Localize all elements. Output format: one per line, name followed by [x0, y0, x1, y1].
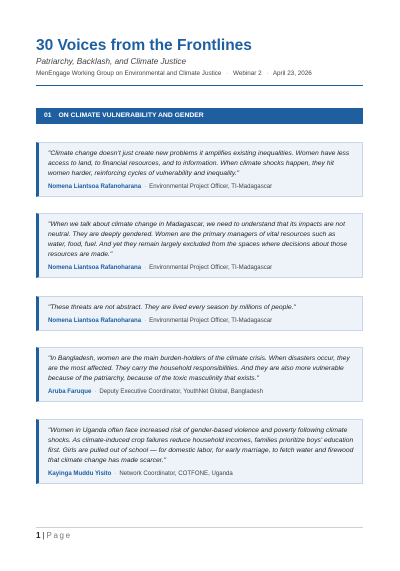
quote-role: Deputy Executive Coordinator, YouthNet Global, Bangladesh — [99, 387, 263, 395]
quote-speaker: Nomena Liantsoa Rafanoharana — [48, 263, 142, 271]
quote-role: Network Coordinator, COTFONE, Uganda — [119, 469, 233, 477]
header-divider — [36, 85, 363, 86]
page-label: Page — [46, 531, 72, 540]
attribution-separator: · — [144, 263, 147, 271]
section-heading — [36, 108, 363, 124]
quote-speaker: Nomena Liantsoa Rafanoharana — [48, 316, 142, 324]
meta-date: April 23, 2026 — [272, 70, 312, 77]
quote-card — [36, 296, 363, 331]
quote-card — [36, 347, 363, 402]
quote-role: Environmental Project Officer, TI-Madagascar — [149, 263, 273, 271]
quote-text: "These threats are not abstract. They are lived every season by millions of people." — [48, 304, 296, 311]
quote-attribution — [48, 183, 354, 190]
quote-card — [36, 213, 363, 278]
page-number: 1 — [36, 531, 41, 540]
section-title: ON CLIMATE VULNERABILITY AND GENDER — [58, 112, 204, 119]
document-title: 30 Voices from the Frontlines — [36, 37, 252, 54]
quote-text: "Women in Uganda often face increased risk of gender-based violence and poverty following climate shocks. As climate-induced crop failures reduce household incomes, families prioritize boys' education first. Girls are pulled out of school — for domestic labor, for early marriage, to fetch water and firewood that climate change has made scarcer." — [48, 427, 354, 464]
meta-event: Webinar 2 — [233, 70, 262, 77]
meta-separator: · — [226, 70, 229, 77]
meta-separator: · — [266, 70, 269, 77]
quote-card — [36, 419, 363, 484]
quote-text: "Climate change doesn't just create new problems it amplifies existing inequalities. Women have less access to land, to financial resources, and to information. When climate shocks happen, they hit women harder, reinforcing cycles of vulnerability and inequality." — [48, 150, 350, 177]
quote-text: "In Bangladesh, women are the main burden-holders of the climate crisis. When disasters occur, they are the most affected. They carry the household responsibilities. And they are also more vulnerable because of the patriarchy, because of the toxic masculinity that exists." — [48, 355, 350, 382]
quote-role: Environmental Project Officer, TI-Madagascar — [149, 182, 273, 190]
quote-card — [36, 142, 363, 197]
quote-role: Environmental Project Officer, TI-Madagascar — [149, 316, 273, 324]
section-number: 01 — [44, 112, 52, 119]
quote-attribution — [48, 388, 354, 395]
quote-speaker: Nomena Liantsoa Rafanoharana — [48, 182, 142, 190]
attribution-separator: · — [94, 387, 97, 395]
document-subtitle: Patriarchy, Backlash, and Climate Justice — [36, 57, 187, 66]
attribution-separator: · — [144, 316, 147, 324]
quote-attribution — [48, 317, 354, 324]
quote-speaker: Aruba Faruque — [48, 387, 92, 395]
attribution-separator: · — [114, 469, 117, 477]
document-meta — [36, 70, 312, 77]
quote-attribution — [48, 264, 354, 271]
footer-divider — [36, 527, 363, 528]
meta-organization: MenEngage Working Group on Environmental and Climate Justice — [36, 70, 222, 77]
attribution-separator: · — [144, 182, 147, 190]
page-footer — [36, 531, 72, 540]
quote-speaker: Kayinga Muddu Yisito — [48, 469, 112, 477]
quote-attribution — [48, 470, 354, 477]
quote-text: "When we talk about climate change in Madagascar, we need to understand that its impacts are not neutral. They are deeply gendered. Women are the primary managers of vital resources such as water, food, fuel. And yet they remain largely excluded from the spaces where decisions about those resources are made." — [48, 221, 348, 258]
footer-divider-glyph: | — [42, 531, 45, 540]
